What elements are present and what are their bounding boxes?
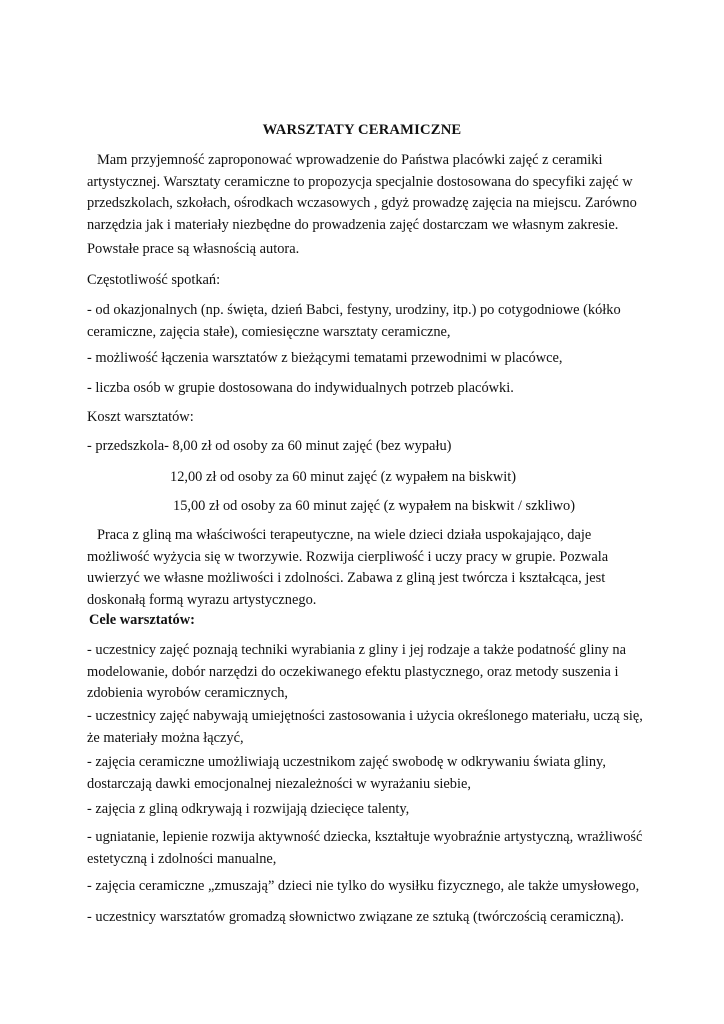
- intro-paragraph: Mam przyjemność zaproponować wprowadzenie do Państwa placówki zajęć z ceramiki artystycznej. Warsztaty ceramiczne to propozycja specjalnie dostosowana do specyfiki zajęć w przedszkolach, szkołach, ośrodkach wczasowych , gdyż prowadzę zajęcia na miejscu. Zarówno narzędzia jak i materiały niezbędne do prowadzenia zajęć dostarczam we własnym zakresie.: [87, 152, 637, 233]
- goal-item: - uczestnicy warsztatów gromadzą słownictwo związane ze sztuką (twórczością ceramiczną).: [87, 909, 624, 925]
- goal-item: - ugniatanie, lepienie rozwija aktywność dziecka, kształtuje wyobraźnie artystyczną, wrażliwość estetyczną i zdolności manualne,: [87, 829, 643, 867]
- goal-item: - uczestnicy zajęć nabywają umiejętności zastosowania i użycia określonego materiału, uczą się, że materiały można łączyć,: [87, 708, 643, 746]
- goals-heading: Cele warsztatów:: [89, 612, 195, 628]
- price-line: 12,00 zł od osoby za 60 minut zajęć (z wypałem na biskwit): [170, 469, 517, 485]
- frequency-item: - od okazjonalnych (np. święta, dzień Babci, festyny, urodziny, itp.) po cotygodniowe (kółko ceramiczne, zajęcia stałe), comiesięczne warsztaty ceramiczne,: [87, 302, 621, 340]
- cost-heading: Koszt warsztatów:: [87, 409, 194, 425]
- frequency-item: - liczba osób w grupie dostosowana do indywidualnych potrzeb placówki.: [87, 380, 514, 396]
- price-line: - przedszkola- 8,00 zł od osoby za 60 minut zajęć (bez wypału): [87, 438, 452, 454]
- document-title: WARSZTATY CERAMICZNE: [262, 122, 462, 138]
- ownership-paragraph: Powstałe prace są własnością autora.: [87, 241, 300, 257]
- frequency-item: - możliwość łączenia warsztatów z bieżącymi tematami przewodnimi w placówce,: [87, 350, 563, 366]
- goal-item: - uczestnicy zajęć poznają techniki wyrabiania z gliny i jej rodzaje a także podatność gliny na modelowanie, dobór narzędzi do oczekiwanego efektu plastycznego, oraz metody suszenia i zdobienia wyrobów ceramicznych,: [87, 642, 627, 701]
- therapy-paragraph: Praca z gliną ma właściwości terapeutyczne, na wiele dzieci działa uspokajająco, daje możliwość wyżycia się w tworzywie. Rozwija cierpliwość i uczy pracy w grupie. Pozwala uwierzyć we własne możliwości i zdolności. Zabawa z gliną jest twórcza i kształcąca, jest doskonałą formą wyrazu artystycznego.: [87, 527, 609, 608]
- goal-item: - zajęcia ceramiczne umożliwiają uczestnikom zajęć swobodę w odkrywaniu świata gliny, dostarczają dawki emocjonalnej niezależności w wyrażaniu siebie,: [87, 754, 606, 792]
- goal-item: - zajęcia ceramiczne „zmuszają” dzieci nie tylko do wysiłku fizycznego, ale także umysłowego,: [87, 878, 640, 894]
- price-line: 15,00 zł od osoby za 60 minut zajęć (z wypałem na biskwit / szkliwo): [173, 498, 576, 514]
- goal-item: - zajęcia z gliną odkrywają i rozwijają dziecięce talenty,: [87, 801, 410, 817]
- frequency-heading: Częstotliwość spotkań:: [87, 272, 221, 288]
